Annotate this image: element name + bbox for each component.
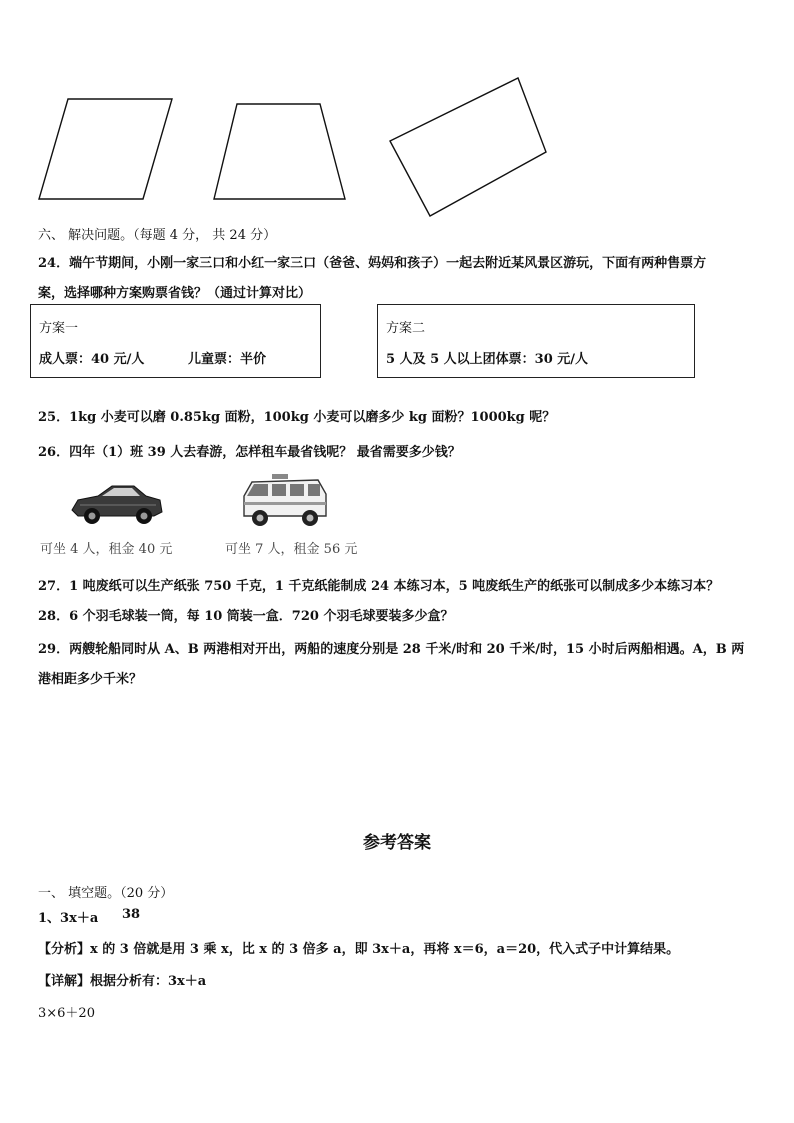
q25-text: 25．1kg 小麦可以磨 0.85kg 面粉，100kg 小麦可以磨多少 kg 面粉？1000kg 呢？ — [38, 410, 556, 425]
answer1-calc: 3×6＋20 — [38, 1006, 95, 1021]
answer1-label: 1、3x＋a — [38, 911, 99, 926]
section6-heading: 六、 解决问题。（每题 4 分， 共 24 分） — [38, 228, 277, 243]
answers-section1-heading: 一、 填空题。（20 分） — [38, 886, 174, 901]
sports-car-icon — [68, 478, 164, 528]
answer1-detail: 【详解】根据分析有：3x＋a — [38, 974, 207, 989]
van-caption: 可坐 7 人，租金 56 元 — [225, 542, 358, 557]
trapezoid-shape — [214, 104, 345, 199]
q29-line1: 29．两艘轮船同时从 A、B 两港相对开出，两船的速度分别是 28 千米/时和 20 千米/时，15 小时后两船相遇。A，B 两 — [38, 642, 745, 657]
q26-text: 26．四年（1）班 39 人去春游，怎样租车最省钱呢？ 最省需要多少钱？ — [38, 445, 461, 460]
plan1-title: 方案一 — [39, 321, 79, 336]
answers-title: 参考答案 — [363, 833, 431, 853]
q29-line2: 港相距多少千米？ — [38, 672, 143, 687]
plan2-group: 5 人及 5 人以上团体票：30 元/人 — [386, 352, 589, 367]
answer1-value: 38 — [122, 907, 141, 922]
plan2-box — [377, 304, 695, 378]
car-caption: 可坐 4 人，租金 40 元 — [40, 542, 173, 557]
q24-line2: 案，选择哪种方案购票省钱？（通过计算对比） — [38, 286, 312, 301]
q28-text: 28．6 个羽毛球装一筒，每 10 筒装一盒．720 个羽毛球要装多少盒？ — [38, 609, 454, 624]
q24-line1: 24．端午节期间，小刚一家三口和小红一家三口（爸爸、妈妈和孩子）一起去附近某风景区游玩，下面有两种售票方 — [38, 256, 707, 271]
rotated-rectangle-shape — [390, 78, 546, 216]
q27-text: 27．1 吨废纸可以生产纸张 750 千克，1 千克纸能制成 24 本练习本，5 吨废纸生产的纸张可以制成多少本练习本？ — [38, 579, 720, 594]
answer1-analysis: 【分析】x 的 3 倍就是用 3 乘 x，比 x 的 3 倍多 a，即 3x＋a，再将 x＝6，a＝20，代入式子中计算结果。 — [38, 942, 680, 957]
parallelogram-shape — [39, 99, 172, 199]
plan1-adult: 成人票：40 元/人 — [39, 352, 145, 367]
shapes-svg — [0, 0, 794, 230]
minivan-icon — [238, 472, 330, 532]
plan1-box — [30, 304, 321, 378]
plan2-title: 方案二 — [386, 321, 426, 336]
plan1-child: 儿童票：半价 — [188, 352, 267, 367]
